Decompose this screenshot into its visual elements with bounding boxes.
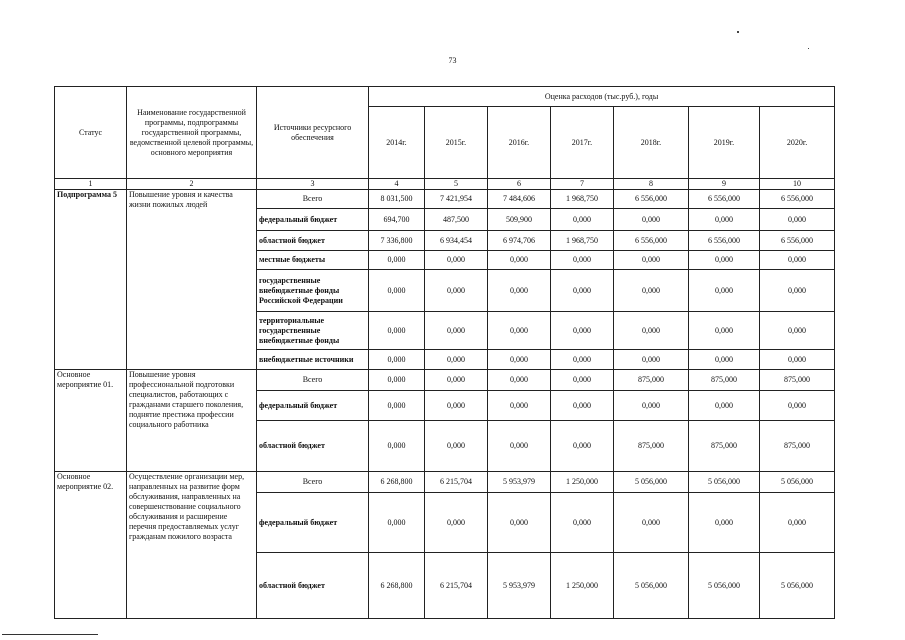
row-name: Повышение уровня и качества жизни пожилых людей (127, 190, 257, 370)
value-cell: 0,000 (425, 391, 488, 421)
value-cell: 0,000 (551, 270, 614, 312)
row-name: Осуществление организации мер, направленных на развитие форм обслуживания, направленных на совершенствование социального обслуживания и расширение перечня предоставляемых услуг гражданам пожилого возраста (127, 472, 257, 619)
source-cell: областной бюджет (257, 231, 369, 251)
footer-rule (2, 634, 98, 635)
value-cell: 0,000 (488, 493, 551, 553)
value-cell: 8 031,500 (369, 190, 425, 209)
value-cell: 5 056,000 (689, 472, 760, 493)
year-2020: 2020г. (760, 107, 835, 179)
value-cell: 0,000 (425, 370, 488, 391)
value-cell: 509,900 (488, 209, 551, 231)
value-cell: 6 215,704 (425, 472, 488, 493)
source-cell: Всего (257, 190, 369, 209)
value-cell: 5 056,000 (689, 553, 760, 619)
value-cell: 0,000 (551, 209, 614, 231)
value-cell: 7 336,800 (369, 231, 425, 251)
source-cell: внебюджетные источники (257, 350, 369, 370)
value-cell: 1 250,000 (551, 472, 614, 493)
value-cell: 0,000 (689, 270, 760, 312)
header-name: Наименование государственной программы, подпрограммы государственной программы, ведомственной целевой программы, основного мероприятия (127, 87, 257, 179)
value-cell: 875,000 (689, 370, 760, 391)
header-status: Статус (55, 87, 127, 179)
value-cell: 0,000 (614, 391, 689, 421)
col-number: 2 (127, 179, 257, 190)
value-cell: 6 215,704 (425, 553, 488, 619)
source-cell: местные бюджеты (257, 251, 369, 270)
source-cell: областной бюджет (257, 553, 369, 619)
value-cell: 0,000 (614, 209, 689, 231)
col-number: 6 (488, 179, 551, 190)
value-cell: 0,000 (369, 493, 425, 553)
value-cell: 0,000 (551, 350, 614, 370)
value-cell: 0,000 (425, 421, 488, 472)
value-cell: 5 056,000 (614, 553, 689, 619)
value-cell: 0,000 (760, 350, 835, 370)
source-cell: федеральный бюджет (257, 493, 369, 553)
year-2014: 2014г. (369, 107, 425, 179)
value-cell: 0,000 (689, 350, 760, 370)
year-2017: 2017г. (551, 107, 614, 179)
value-cell: 875,000 (760, 370, 835, 391)
value-cell: 7 421,954 (425, 190, 488, 209)
value-cell: 0,000 (369, 270, 425, 312)
value-cell: 0,000 (689, 251, 760, 270)
value-cell: 0,000 (689, 493, 760, 553)
col-number: 5 (425, 179, 488, 190)
header-estimate: Оценка расходов (тыс.руб.), годы (369, 87, 835, 107)
table-row (55, 370, 835, 391)
value-cell: 875,000 (614, 421, 689, 472)
value-cell: 6 556,000 (760, 190, 835, 209)
row-name: Повышение уровня профессиональной подготовки специалистов, работающих с гражданами старшего поколения, поднятие престижа профессии социального работника (127, 370, 257, 472)
value-cell: 6 556,000 (689, 190, 760, 209)
page-number: 73 (448, 56, 457, 65)
value-cell: 0,000 (369, 421, 425, 472)
year-2019: 2019г. (689, 107, 760, 179)
value-cell: 0,000 (614, 350, 689, 370)
value-cell: 0,000 (369, 312, 425, 350)
source-cell: федеральный бюджет (257, 209, 369, 231)
value-cell: 0,000 (760, 391, 835, 421)
value-cell: 0,000 (689, 391, 760, 421)
value-cell: 6 268,800 (369, 553, 425, 619)
value-cell: 694,700 (369, 209, 425, 231)
value-cell: 0,000 (425, 251, 488, 270)
value-cell: 0,000 (369, 391, 425, 421)
col-number: 9 (689, 179, 760, 190)
value-cell: 1 968,750 (551, 231, 614, 251)
value-cell: 875,000 (689, 421, 760, 472)
value-cell: 5 056,000 (614, 472, 689, 493)
value-cell: 0,000 (614, 270, 689, 312)
source-cell: территориальные государственные внебюджетные фонды (257, 312, 369, 350)
value-cell: 0,000 (488, 251, 551, 270)
value-cell: 6 934,454 (425, 231, 488, 251)
value-cell: 0,000 (425, 270, 488, 312)
value-cell: 0,000 (614, 312, 689, 350)
column-numbers-row (55, 179, 835, 190)
value-cell: 5 953,979 (488, 553, 551, 619)
value-cell: 6 556,000 (689, 231, 760, 251)
value-cell: 0,000 (614, 251, 689, 270)
source-cell: федеральный бюджет (257, 391, 369, 421)
value-cell: 875,000 (760, 421, 835, 472)
value-cell: 0,000 (425, 312, 488, 350)
value-cell: 0,000 (551, 493, 614, 553)
header-sources: Источники ресурсного обеспечения (257, 87, 369, 179)
value-cell: 0,000 (760, 270, 835, 312)
value-cell: 7 484,606 (488, 190, 551, 209)
value-cell: 0,000 (425, 493, 488, 553)
value-cell: 0,000 (689, 312, 760, 350)
value-cell: 6 556,000 (760, 231, 835, 251)
value-cell: 1 968,750 (551, 190, 614, 209)
value-cell: 0,000 (488, 350, 551, 370)
col-number: 10 (760, 179, 835, 190)
year-2018: 2018г. (614, 107, 689, 179)
value-cell: 6 268,800 (369, 472, 425, 493)
value-cell: 0,000 (614, 493, 689, 553)
value-cell: 5 953,979 (488, 472, 551, 493)
value-cell: 0,000 (760, 251, 835, 270)
row-status: Основное мероприятие 02. (55, 472, 127, 619)
col-number: 7 (551, 179, 614, 190)
value-cell: 0,000 (551, 370, 614, 391)
scan-speck (737, 31, 739, 33)
value-cell: 0,000 (369, 370, 425, 391)
value-cell: 0,000 (689, 209, 760, 231)
value-cell: 487,500 (425, 209, 488, 231)
value-cell: 6 974,706 (488, 231, 551, 251)
value-cell: 0,000 (760, 209, 835, 231)
col-number: 4 (369, 179, 425, 190)
year-2015: 2015г. (425, 107, 488, 179)
value-cell: 875,000 (614, 370, 689, 391)
source-cell: Всего (257, 472, 369, 493)
source-cell: Всего (257, 370, 369, 391)
value-cell: 0,000 (551, 421, 614, 472)
col-number: 8 (614, 179, 689, 190)
value-cell: 1 250,000 (551, 553, 614, 619)
value-cell: 0,000 (488, 270, 551, 312)
budget-table (54, 86, 835, 619)
col-number: 3 (257, 179, 369, 190)
value-cell: 6 556,000 (614, 190, 689, 209)
value-cell: 0,000 (369, 350, 425, 370)
value-cell: 5 056,000 (760, 553, 835, 619)
value-cell: 0,000 (551, 312, 614, 350)
row-status: Основное мероприятие 01. (55, 370, 127, 472)
scan-speck (808, 48, 809, 49)
table-row (55, 190, 835, 209)
value-cell: 0,000 (551, 251, 614, 270)
header-row-1 (55, 87, 835, 107)
value-cell: 0,000 (551, 391, 614, 421)
value-cell: 5 056,000 (760, 472, 835, 493)
value-cell: 0,000 (760, 312, 835, 350)
source-cell: областной бюджет (257, 421, 369, 472)
year-2016: 2016г. (488, 107, 551, 179)
source-cell: государственные внебюджетные фонды Российской Федерации (257, 270, 369, 312)
value-cell: 0,000 (488, 312, 551, 350)
value-cell: 0,000 (488, 391, 551, 421)
value-cell: 0,000 (760, 493, 835, 553)
value-cell: 0,000 (488, 370, 551, 391)
value-cell: 0,000 (488, 421, 551, 472)
value-cell: 6 556,000 (614, 231, 689, 251)
col-number: 1 (55, 179, 127, 190)
row-status: Подпрограмма 5 (55, 190, 127, 370)
value-cell: 0,000 (369, 251, 425, 270)
value-cell: 0,000 (425, 350, 488, 370)
table-row (55, 472, 835, 493)
